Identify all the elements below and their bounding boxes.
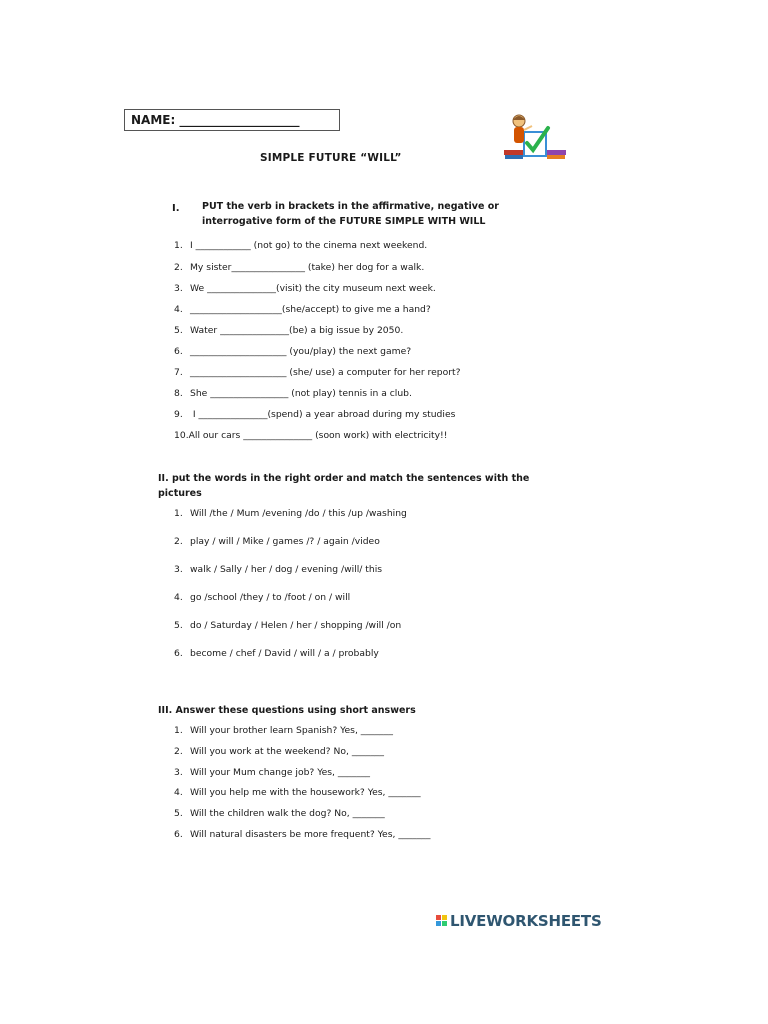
teacher-with-checkmark-icon (502, 112, 568, 164)
item-number: 8. (174, 388, 183, 399)
item-text: Will your brother learn Spanish? Yes, _______ (190, 725, 393, 736)
item-text: Water _______________(be) a big issue by 2050. (190, 325, 404, 336)
item-text: We _______________(visit) the city museum next week. (190, 283, 436, 294)
item-text: I _______________(spend) a year abroad during my studies (190, 409, 456, 420)
list-item (174, 592, 350, 603)
section-1-number: I. (172, 203, 180, 214)
list-item (174, 787, 421, 798)
list-item (174, 767, 370, 778)
list-item (174, 325, 403, 336)
item-text: Will you help me with the housework? Yes, _______ (190, 787, 421, 798)
liveworksheets-logo[interactable] (436, 912, 602, 930)
list-item (174, 725, 393, 736)
item-text: _____________________ (you/play) the next game? (190, 346, 412, 357)
worksheet-title: SIMPLE FUTURE “WILL” (260, 152, 402, 164)
item-number: 7. (174, 367, 183, 378)
item-text: Will /the / Mum /evening /do / this /up /washing (190, 508, 407, 519)
item-text: do / Saturday / Helen / her / shopping /will /on (190, 620, 402, 631)
list-item (174, 808, 385, 819)
item-text: Will you work at the weekend? No, _______ (190, 746, 384, 757)
item-number: 10. (174, 430, 189, 441)
item-number: 1. (174, 725, 183, 736)
name-field[interactable]: NAME: ____________________ (124, 109, 340, 131)
item-text: Will natural disasters be more frequent? Yes, _______ (190, 829, 431, 840)
item-number: 6. (174, 648, 183, 659)
item-number: 5. (174, 325, 183, 336)
item-text: go /school /they / to /foot / on / will (190, 592, 351, 603)
item-number: 4. (174, 787, 183, 798)
item-number: 3. (174, 564, 183, 575)
section-1-instruction (202, 199, 499, 229)
item-number: 5. (174, 620, 183, 631)
item-text: Will the children walk the dog? No, _______ (190, 808, 385, 819)
item-number: 6. (174, 346, 183, 357)
list-item (174, 346, 411, 357)
list-item (174, 620, 401, 631)
list-item (174, 564, 382, 575)
list-item (174, 388, 412, 399)
item-text: I ____________ (not go) to the cinema next weekend. (190, 240, 428, 251)
list-item (174, 508, 407, 519)
item-text: Will your Mum change job? Yes, _______ (190, 767, 371, 778)
list-item (174, 283, 436, 294)
list-item (174, 829, 431, 840)
list-item (174, 409, 455, 420)
item-text: She _________________ (not play) tennis in a club. (190, 388, 412, 399)
list-item (174, 746, 384, 757)
liveworksheets-logo-icon (436, 915, 448, 927)
item-text: All our cars _______________ (soon work) with electricity!! (188, 430, 448, 441)
item-text: My sister________________ (take) her dog for a walk. (190, 262, 425, 273)
list-item (174, 240, 427, 251)
item-number: 5. (174, 808, 183, 819)
section-1-instruction-line-2: interrogative form of the FUTURE SIMPLE WITH WILL (202, 216, 486, 227)
section-3-instruction: III. Answer these questions using short answers (158, 705, 416, 716)
item-text: become / chef / David / will / a / probably (190, 648, 379, 659)
list-item (174, 262, 424, 273)
item-number: 1. (174, 240, 183, 251)
list-item (174, 367, 460, 378)
section-2-instruction (158, 471, 529, 501)
section-2-instruction-line-2: pictures (158, 488, 202, 499)
item-number: 2. (174, 746, 183, 757)
list-item (174, 536, 380, 547)
item-number: 2. (174, 536, 183, 547)
item-text: play / will / Mike / games /? / again /video (190, 536, 380, 547)
item-number: 3. (174, 767, 183, 778)
section-1-instruction-line-1: PUT the verb in brackets in the affirmative, negative or (202, 201, 499, 212)
logo-text: LIVEWORKSHEETS (450, 912, 602, 930)
item-number: 4. (174, 304, 183, 315)
list-item (174, 648, 379, 659)
item-text: _____________________ (she/ use) a computer for her report? (190, 367, 461, 378)
item-number: 6. (174, 829, 183, 840)
list-item (174, 304, 431, 315)
item-number: 9. (174, 409, 183, 420)
item-number: 2. (174, 262, 183, 273)
item-text: ____________________(she/accept) to give me a hand? (190, 304, 431, 315)
section-2-instruction-line-1: II. put the words in the right order and match the sentences with the (158, 473, 530, 484)
item-number: 3. (174, 283, 183, 294)
item-number: 4. (174, 592, 183, 603)
item-text: walk / Sally / her / dog / evening /will/ this (190, 564, 383, 575)
item-number: 1. (174, 508, 183, 519)
list-item (174, 430, 447, 441)
